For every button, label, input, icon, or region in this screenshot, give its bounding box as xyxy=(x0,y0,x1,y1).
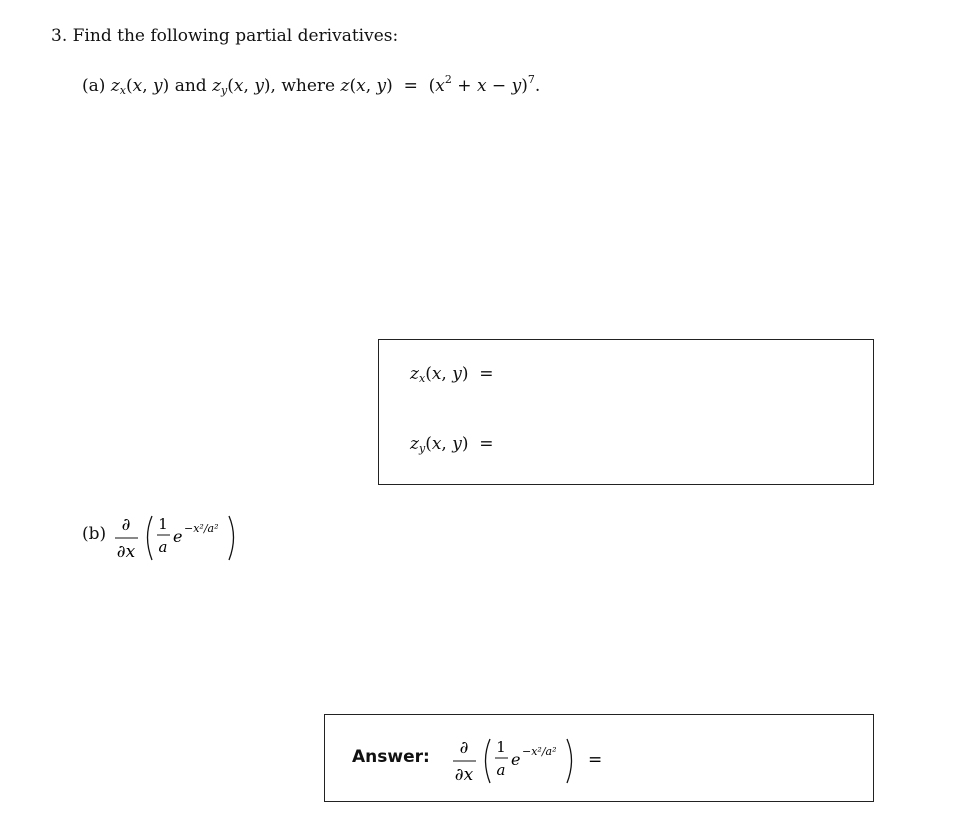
partial-denominator: ∂x xyxy=(116,542,136,562)
answer-box-a xyxy=(378,339,874,485)
frac-numerator: 1 xyxy=(158,515,168,533)
problem-number: 3. xyxy=(51,26,68,46)
zy-answer-line: $z_y(x$, y) = xyxy=(410,434,494,455)
partial-numerator: ∂ xyxy=(121,515,131,535)
exp-power: −x²/a² xyxy=(184,522,219,535)
zx-symbol: z xyxy=(110,76,120,96)
answer-exp-base: e xyxy=(511,750,521,769)
answer-partial-numerator: ∂ xyxy=(459,738,469,758)
exp-base: e xyxy=(173,527,183,546)
answer-exp-power: −x²/a² xyxy=(522,745,557,758)
part-a-and: and xyxy=(174,76,207,96)
answer-partial-denominator: ∂x xyxy=(454,765,474,785)
outer-exponent: 7 xyxy=(527,73,535,86)
answer-frac-denominator: a xyxy=(496,761,506,779)
frac-denominator: a xyxy=(158,538,168,556)
part-b-expression xyxy=(112,508,242,566)
problem-instruction: Find the following partial derivatives: xyxy=(72,26,399,46)
inner-exponent: 2 xyxy=(444,73,452,86)
part-b-label: (b) xyxy=(82,524,107,544)
zy-symbol: z xyxy=(212,76,222,96)
part-a-statement: (a) $z_x(x$, y) and $z_y(x$, y), where z(x, $y) = (x^2 + x - y)^7$. xyxy=(82,73,541,97)
answer-frac-numerator: 1 xyxy=(496,738,506,756)
answer-equals: = xyxy=(588,750,603,770)
answer-label: Answer: xyxy=(352,747,430,767)
part-a-label: (a) xyxy=(82,76,106,96)
zx-sub: x xyxy=(119,84,126,97)
answer-expression xyxy=(448,731,608,789)
zy-sub: y xyxy=(221,84,228,97)
problem-heading xyxy=(51,25,398,47)
zx-answer-line: $z_x(x$, y) = xyxy=(410,364,494,385)
part-a-where: where xyxy=(281,76,336,96)
